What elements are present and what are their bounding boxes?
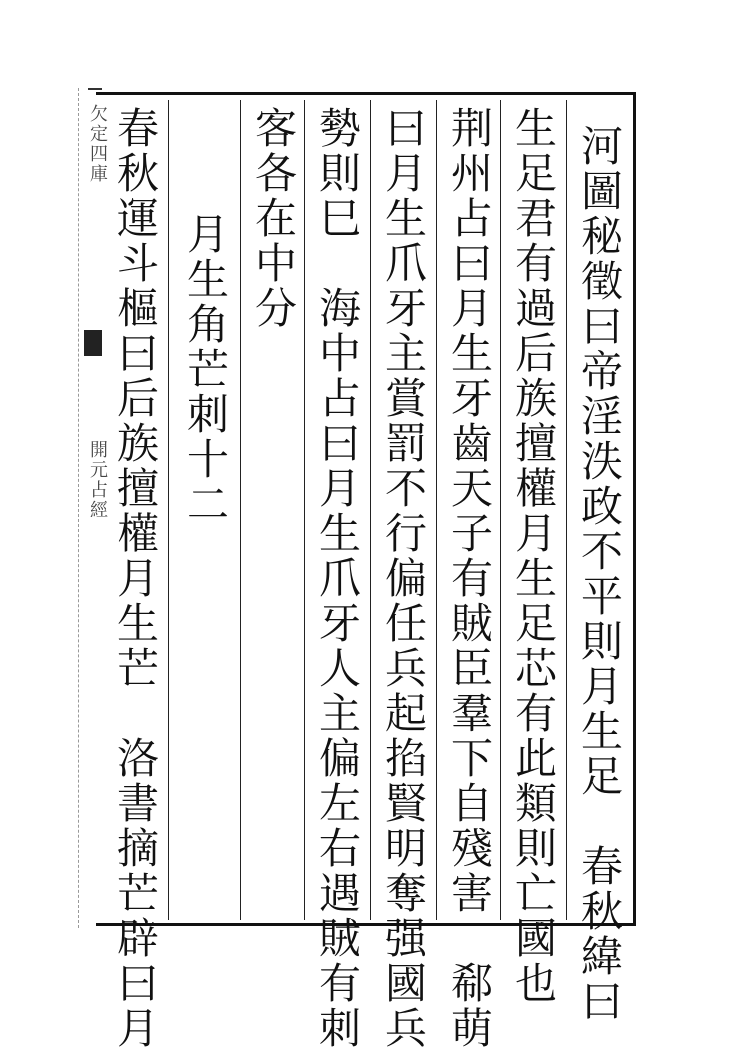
margin-fragment-middle: 開元占經 (87, 440, 108, 520)
margin-fragment-top: 欠定四庫 (87, 104, 108, 184)
text-column-1: 河圖秘徵曰帝淫泆政不平則月生足 春秋緯曰 (575, 124, 624, 1024)
column-rule-7 (168, 100, 169, 920)
column-rule-5 (304, 100, 305, 920)
column-rule-2 (500, 100, 501, 920)
column-rule-4 (370, 100, 371, 920)
text-column-2: 生足君有過后族擅權月生足芯有此類則亡國也 (509, 106, 558, 1006)
text-column-5: 勢則巳 海中占曰月生爪牙人主偏左右遇賊有刺 (313, 106, 362, 1051)
column-rule-1 (566, 100, 567, 920)
text-column-8: 春秋運斗樞曰后族擅權月生芒 洛書摘芒辟曰月 (111, 106, 160, 1051)
text-column-4: 曰月生爪牙主賞罰不行偏任兵起掐賢明奪强國兵 (379, 106, 428, 1051)
text-column-6: 客各在中分 (249, 106, 298, 331)
column-rule-6 (240, 100, 241, 920)
column-rule-3 (436, 100, 437, 920)
text-column-3: 荆州占曰月生牙齒天子有賊臣羣下自殘害 郗萌 (445, 106, 494, 1051)
corner-mark-top (88, 88, 102, 90)
text-column-7: 月生角芒刺十二 (181, 212, 230, 527)
